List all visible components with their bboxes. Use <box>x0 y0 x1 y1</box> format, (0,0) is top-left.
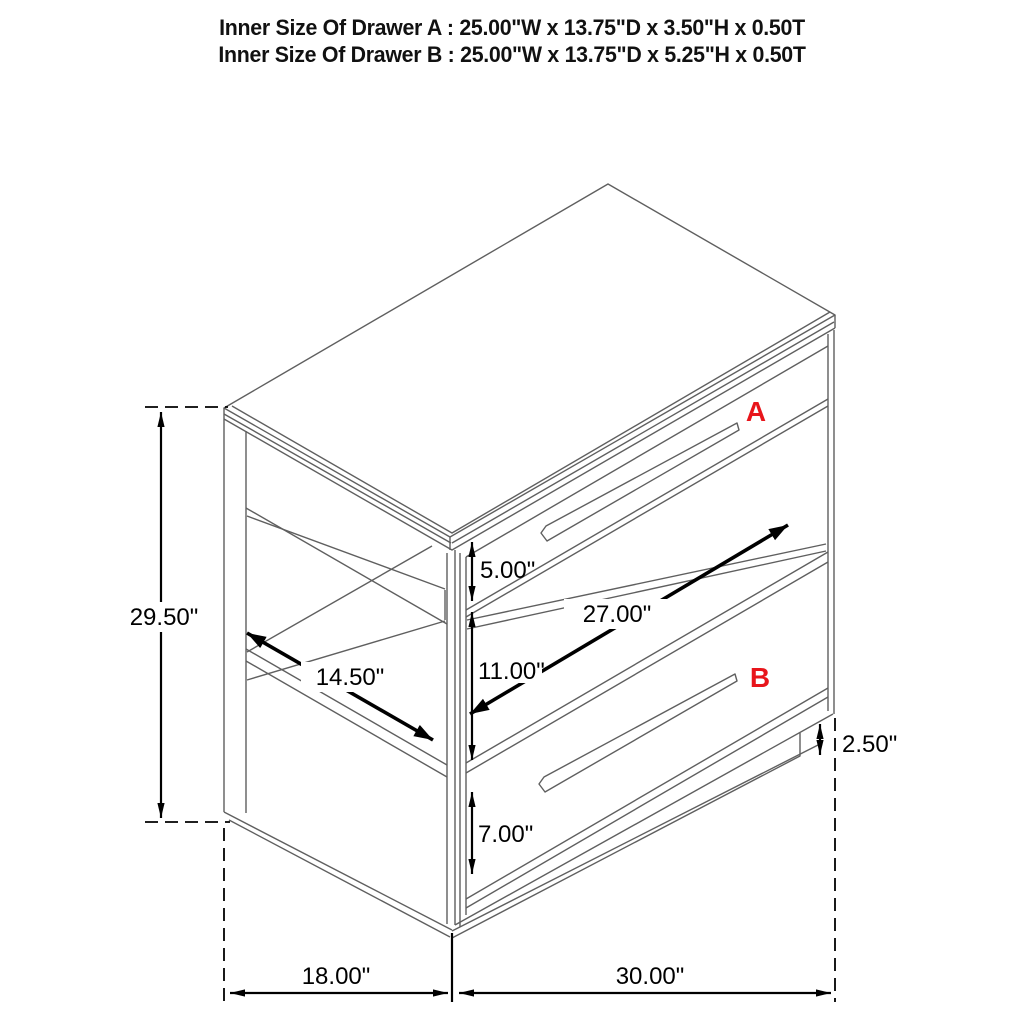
drawer-b-handle <box>539 674 737 792</box>
drawer-a-spec: Inner Size Of Drawer A : 25.00"W x 13.75"D x 3.50"H x 0.50T <box>219 15 805 40</box>
drawer-b-spec: Inner Size Of Drawer B : 25.00"W x 13.75"D x 5.25"H x 0.50T <box>218 42 806 67</box>
base-height-label: 2.50" <box>842 731 898 758</box>
drawer-b-face-label: 7.00" <box>478 821 534 848</box>
top-slab <box>224 184 835 550</box>
drawer-a-label: A <box>745 396 767 427</box>
side-depth-label: 18.00" <box>301 963 371 990</box>
shelf-depth-label: 14.50" <box>315 664 385 691</box>
overall-height-label: 29.50" <box>129 604 199 631</box>
drawer-width-label: 27.00" <box>582 601 652 628</box>
drawer-b-label: B <box>749 662 771 693</box>
drawer-a-face-label: 5.00" <box>480 557 536 584</box>
opening-height-label: 11.00" <box>478 658 545 685</box>
overall-width-label: 30.00" <box>615 963 685 990</box>
